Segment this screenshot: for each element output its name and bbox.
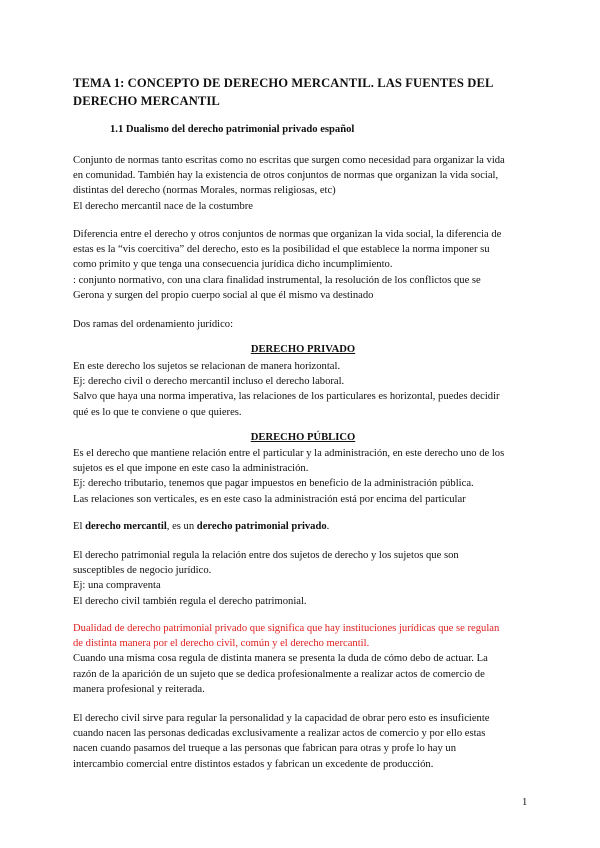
text-line: razón de la aparición de un sujeto que se dedica profesionalmente a realizar actos de comercio de xyxy=(73,668,485,680)
text-run: . xyxy=(326,521,330,532)
text-line: distintas del derecho (normas Morales, normas religiosas, etc) xyxy=(73,185,336,197)
text-line: intercambio comercial entre distintos estados y fabrican un excedente de producción. xyxy=(73,758,434,770)
text-line: manera profesional y reiterada. xyxy=(73,683,205,695)
text-line: como primito y que tenga una consecuencia jurídica dicho incumplimiento. xyxy=(73,259,393,271)
section-subtitle: 1.1 Dualismo del derecho patrimonial privado español xyxy=(110,124,355,135)
text-line: Ej: derecho tributario, tenemos que pagar impuestos en beneficio de la administración pública. xyxy=(73,478,474,490)
paragraph-derecho-civil xyxy=(73,711,533,772)
text-line xyxy=(73,519,533,534)
paragraph-publico xyxy=(73,446,533,507)
text-line: Salvo que haya una norma imperativa, las relaciones de los particulares es horizontal, puedes decidir xyxy=(73,391,500,403)
text-line: El derecho civil también regula el derecho patrimonial. xyxy=(73,595,307,607)
paragraph-mercantil-definition xyxy=(73,519,533,534)
paragraph-definition xyxy=(73,153,533,214)
page-number: 1 xyxy=(522,797,528,808)
heading-derecho-privado: DERECHO PRIVADO xyxy=(250,344,356,355)
highlighted-text-line: Dualidad de derecho patrimonial privado que significa que hay instituciones jurídicas que se regulan xyxy=(73,623,500,634)
text-line: : conjunto normativo, con una clara finalidad instrumental, la resolución de los conflictos que se xyxy=(73,274,481,286)
text-line: Dos ramas del ordenamiento jurídico: xyxy=(73,319,234,330)
text-line: Conjunto de normas tanto escritas como no escritas que surgen como necesidad para organizar la vida xyxy=(73,155,505,166)
text-line: en comunidad. También hay la existencia de otros conjuntos de normas que organizan la vida social, xyxy=(73,170,499,182)
text-line: El derecho mercantil nace de la costumbre xyxy=(73,200,254,212)
document-title: TEMA 1: CONCEPTO DE DERECHO MERCANTIL. LAS FUENTES DEL DERECHO MERCANTIL xyxy=(73,76,493,108)
paragraph-patrimonial xyxy=(73,548,533,609)
text-run: El xyxy=(73,521,86,532)
text-line: susceptibles de negocio jurídico. xyxy=(73,565,212,577)
text-line: Es el derecho que mantiene relación entre el particular y la administración, en este derecho uno de los xyxy=(73,448,505,459)
heading-derecho-publico: DERECHO PÚBLICO xyxy=(250,432,356,443)
paragraph-dualidad xyxy=(73,621,533,697)
text-line: nacen cuando pasamos del trueque a las personas que fabrican para otras y profe lo hay un xyxy=(73,743,456,755)
bold-term-derecho-patrimonial-privado: derecho patrimonial privado xyxy=(196,521,327,532)
text-line: Ej: derecho civil o derecho mercantil incluso el derecho laboral. xyxy=(73,376,345,388)
text-line: El derecho patrimonial regula la relación entre dos sujetos de derecho y los sujetos que son xyxy=(73,550,459,561)
highlighted-text-line: de distinta manera por el derecho civil, común y el derecho mercantil. xyxy=(73,638,370,650)
text-line: Diferencia entre el derecho y otros conjuntos de normas que organizan la vida social, la diferencia de xyxy=(73,229,502,240)
paragraph-privado xyxy=(73,359,533,420)
paragraph-two-branches xyxy=(73,317,533,332)
text-line: El derecho civil sirve para regular la personalidad y la capacidad de obrar pero esto es insuficiente xyxy=(73,713,490,724)
text-line: Las relaciones son verticales, es en este caso la administración está por encima del particular xyxy=(73,493,466,505)
text-line: Cuando una misma cosa regula de distinta manera se presenta la duda de cómo debo de actuar. La xyxy=(73,653,488,665)
text-run: , es un xyxy=(166,521,197,532)
bold-term-derecho-mercantil: derecho mercantil xyxy=(85,521,167,532)
text-line: Gerona y surgen del propio cuerpo social al que él mismo va destinado xyxy=(73,289,374,301)
text-line: En este derecho los sujetos se relacionan de manera horizontal. xyxy=(73,361,341,372)
text-line: cuando nacen las personas dedicadas exclusivamente a realizar actos de comercio y por ello estas xyxy=(73,728,486,740)
text-line: sujetos es el que impone en este caso la administración. xyxy=(73,463,309,475)
paragraph-difference xyxy=(73,227,533,303)
text-line: estas es la “vis coercitiva” del derecho, esto es la posibilidad el que establece la norma imponer su xyxy=(73,244,490,256)
text-line: Ej: una compraventa xyxy=(73,580,161,592)
text-line: qué es lo que te conviene o que quieres. xyxy=(73,406,242,418)
